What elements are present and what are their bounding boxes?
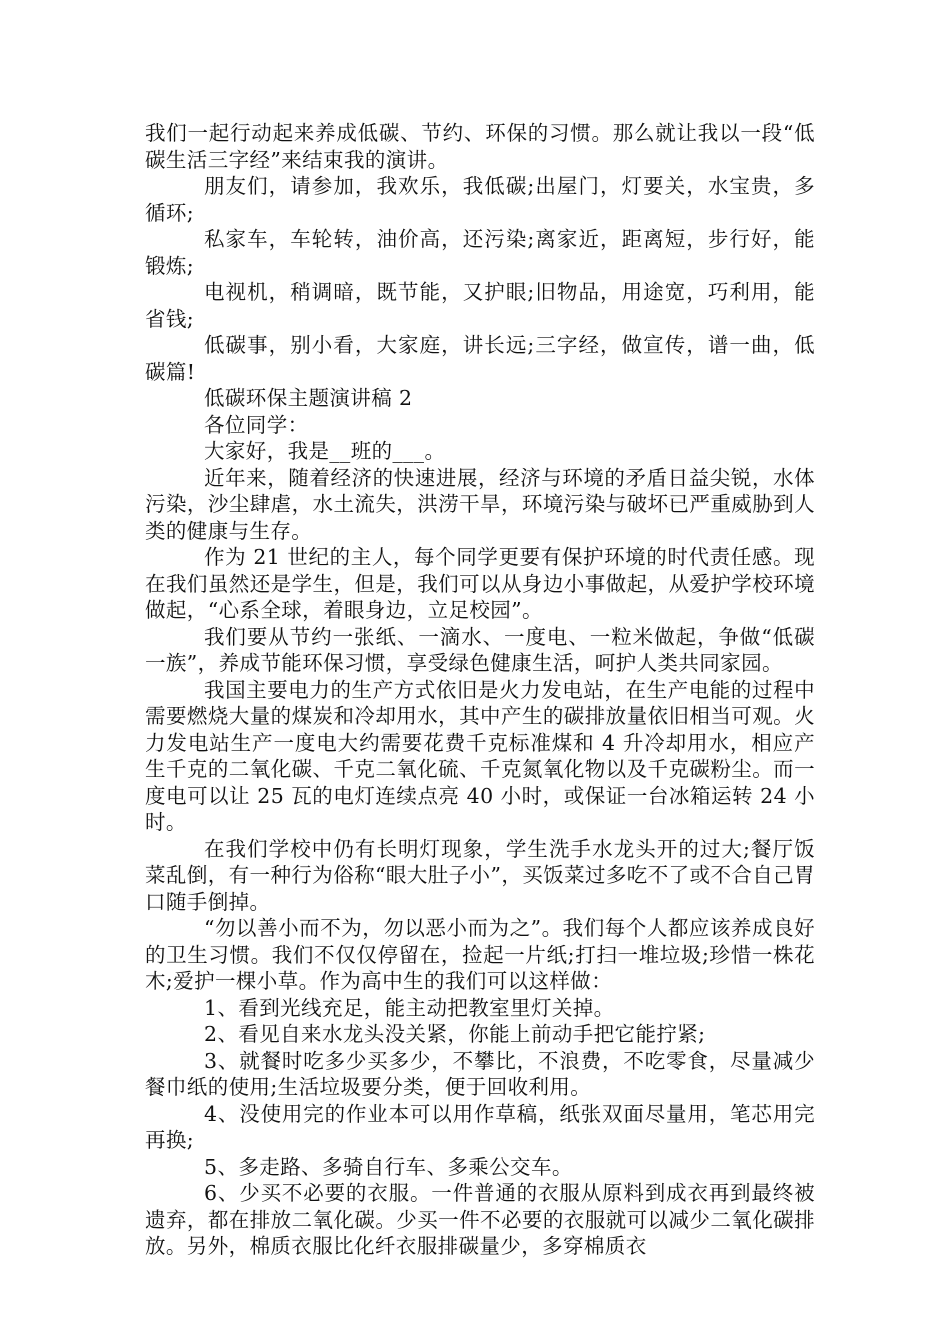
document-page: [145, 120, 815, 1260]
paragraph: 私家车，车轮转，油价高，还污染;离家近，距离短，步行好，能锻炼;: [145, 227, 815, 278]
list-item: 5、多走路、多骑自行车、多乘公交车。: [204, 1154, 573, 1179]
paragraph: 我们一起行动起来养成低碳、节约、环保的习惯。那么就让我以一段“低碳生活三字经”来结束我的演讲。: [145, 121, 815, 172]
list-item: 2、看见自来水龙头没关紧，你能上前动手把它能拧紧;: [204, 1022, 706, 1046]
section-title: 低碳环保主题演讲稿 2: [204, 386, 413, 410]
paragraph: 我们要从节约一张纸、一滴水、一度电、一粒米做起，争做“低碳一族”，养成节能环保习惯，享受绿色健康生活，呵护人类共同家园。: [145, 624, 815, 675]
list-item: 3、就餐时吃多少买多少，不攀比，不浪费，不吃零食，尽量减少餐巾纸的使用;生活垃圾要分类，便于回收利用。: [145, 1048, 815, 1099]
greeting: 大家好，我是__班的___。: [204, 439, 446, 463]
paragraph: “勿以善小而不为，勿以恶小而为之”。我们每个人都应该养成良好的卫生习惯。我们不仅仅停留在，捡起一片纸;打扫一堆垃圾;珍惜一株花木;爱护一棵小草。作为高中生的我们可以这样做：: [145, 916, 815, 993]
paragraph: 朋友们，请参加，我欢乐，我低碳;出屋门，灯要关，水宝贵，多循环;: [145, 174, 815, 225]
paragraph: 低碳事，别小看，大家庭，讲长远;三字经，做宣传，谱一曲，低碳篇!: [145, 333, 815, 384]
paragraph: 近年来，随着经济的快速进展，经济与环境的矛盾日益尖锐，水体污染，沙尘肆虐，水土流失，洪涝干旱，环境污染与破坏已严重威胁到人类的健康与生存。: [145, 465, 815, 543]
paragraph: 电视机，稍调暗，既节能，又护眼;旧物品，用途宽，巧利用，能省钱;: [145, 280, 815, 331]
paragraph: 在我们学校中仍有长明灯现象，学生洗手水龙头开的过大;餐厅饭菜乱倒，有一种行为俗称“眼大肚子小”，买饭菜过多吃不了或不合自己胃口随手倒掉。: [145, 836, 815, 914]
paragraph: 我国主要电力的生产方式依旧是火力发电站，在生产电能的过程中需要燃烧大量的煤炭和冷却用水，其中产生的碳排放量依旧相当可观。火力发电站生产一度电大约需要花费千克标准煤和 4 升冷却用水，相应产生千克的二氧化碳、千克二氧化硫、千克氮氧化物以及千克碳粉尘。而一度电可以让 25 瓦的电灯连续点亮 40 小时，或保证一台冰箱运转 24 小时。: [145, 677, 815, 834]
list-item: 6、少买不必要的衣服。一件普通的衣服从原料到成衣再到最终被遗弃，都在排放二氧化碳。少买一件不必要的衣服就可以减少二氧化碳排放。另外，棉质衣服比化纤衣服排碳量少，多穿棉质衣: [145, 1181, 815, 1258]
paragraph: 作为 21 世纪的主人，每个同学更要有保护环境的时代责任感。现在我们虽然还是学生，但是，我们可以从身边小事做起，从爱护学校环境做起，“心系全球，着眼身边，立足校园”。: [145, 545, 815, 622]
list-item: 1、看到光线充足，能主动把教室里灯关掉。: [204, 995, 615, 1020]
salutation: 各位同学：: [204, 412, 309, 437]
list-item: 4、没使用完的作业本可以用作草稿，纸张双面尽量用，笔芯用完再换;: [145, 1101, 815, 1152]
